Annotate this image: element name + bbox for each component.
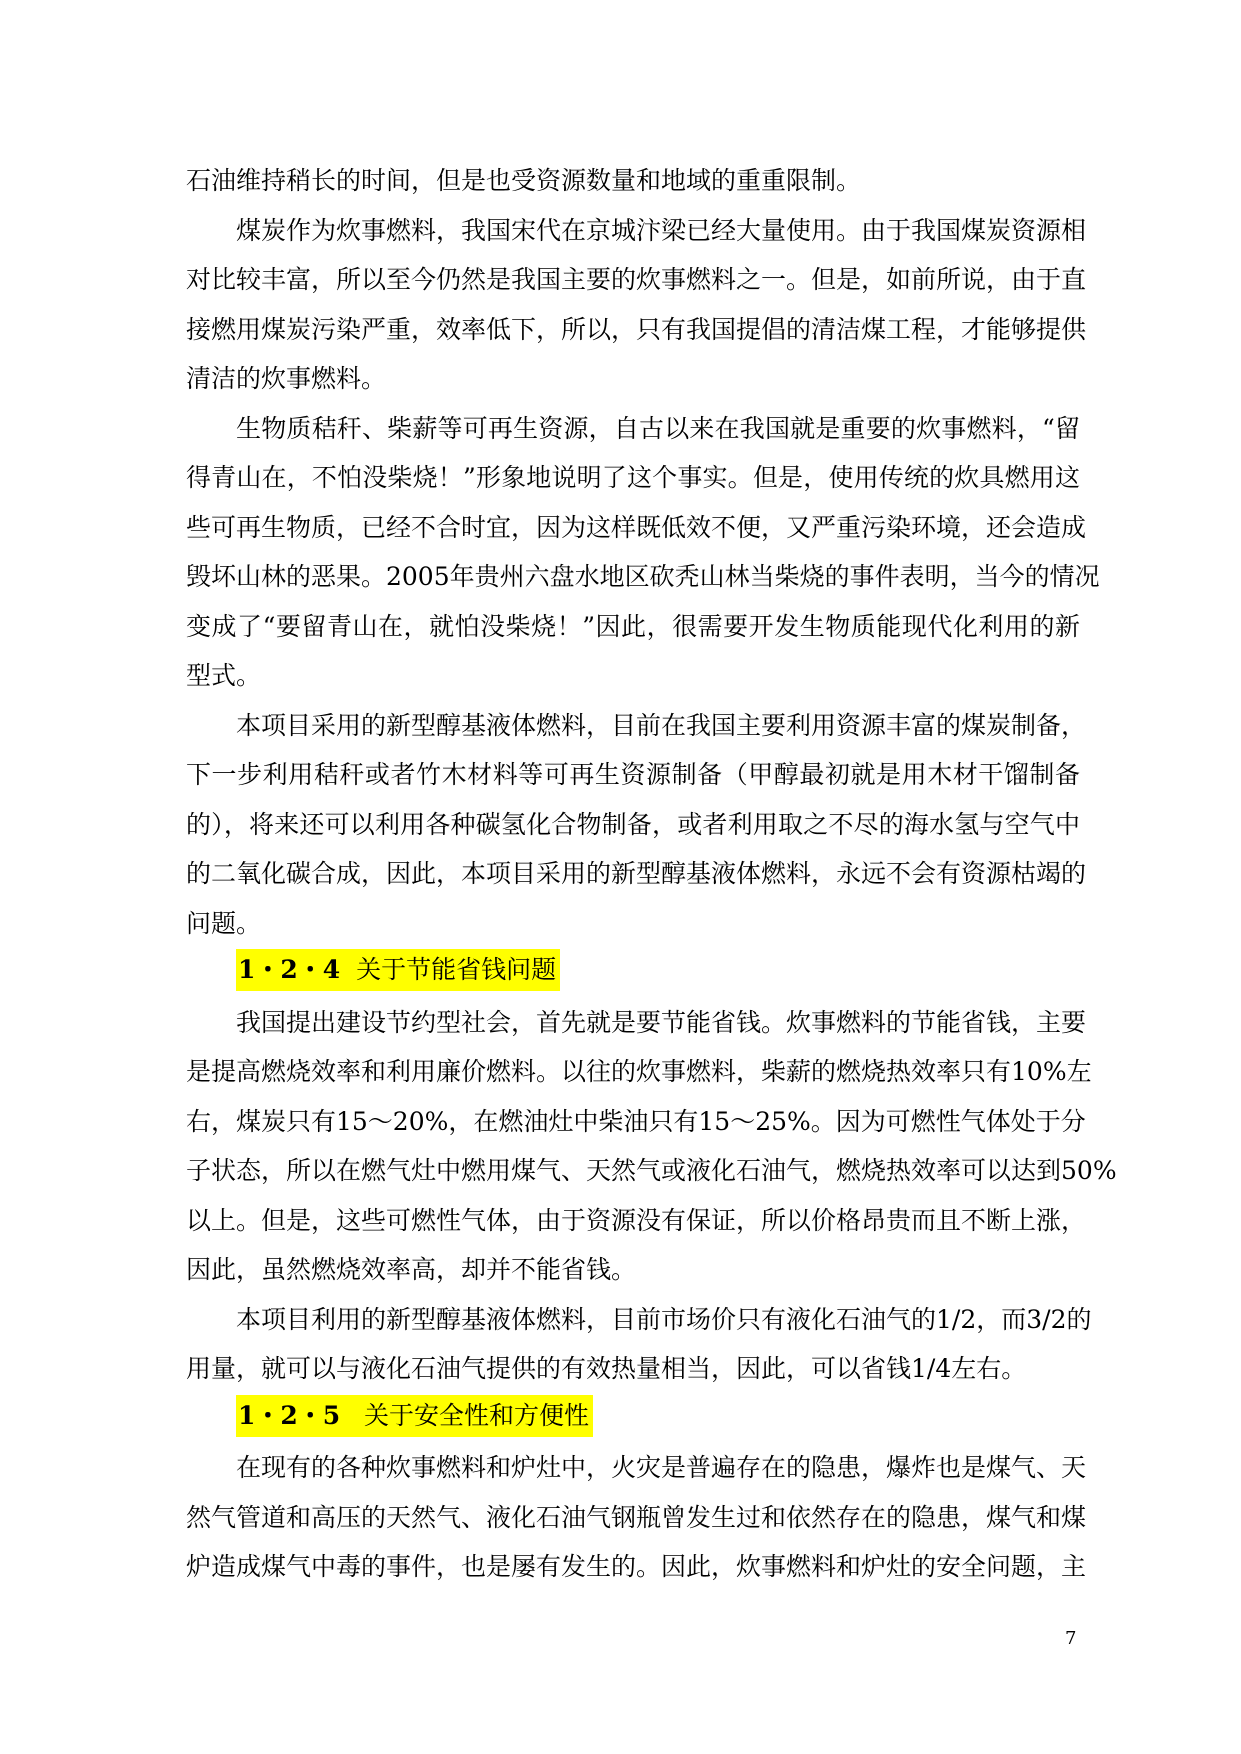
text-line: 生物质秸秆、柴薪等可再生资源，自古以来在我国就是重要的炊事燃料，“留 xyxy=(236,413,1080,443)
text-line: 对比较丰富，所以至今仍然是我国主要的炊事燃料之一。但是，如前所说，由于直 xyxy=(186,265,1087,294)
text-line: 的），将来还可以利用各种碳氢化合物制备，或者利用取之不尽的海水氢与空气中 xyxy=(186,809,1080,839)
text-line: 变成了“要留青山在，就怕没柴烧！”因此，很需要开发生物质能现代化利用的新 xyxy=(186,611,1080,641)
highlighted-heading xyxy=(236,1395,593,1437)
text-line: 石油维持稍长的时间，但是也受资源数量和地域的重重限制。 xyxy=(186,166,862,195)
text-line: 用量，就可以与液化石油气提供的有效热量相当，因此，可以省钱1/4左右。 xyxy=(186,1354,1027,1383)
text-line: 问题。 xyxy=(186,908,262,938)
text-line: 在现有的各种炊事燃料和炉灶中，火灾是普遍存在的隐患，爆炸也是煤气、天 xyxy=(236,1453,1087,1482)
text-line: 得青山在，不怕没柴烧！”形象地说明了这个事实。但是，使用传统的炊具燃用这 xyxy=(186,463,1080,492)
text-line: 炉造成煤气中毒的事件，也是屡有发生的。因此，炊事燃料和炉灶的安全问题，主 xyxy=(186,1552,1087,1581)
text-line: 以上。但是，这些可燃性气体，由于资源没有保证，所以价格昂贵而且不断上涨， xyxy=(186,1205,1087,1235)
text-line: 煤炭作为炊事燃料，我国宋代在京城汴梁已经大量使用。由于我国煤炭资源相 xyxy=(236,215,1087,245)
page-number: 7 xyxy=(1065,1628,1077,1649)
text-line: 清洁的炊事燃料。 xyxy=(186,364,387,393)
text-line: 些可再生物质，已经不合时宜，因为这样既低效不便，又严重污染环境，还会造成 xyxy=(186,512,1087,542)
text-line: 因此，虽然燃烧效率高，却并不能省钱。 xyxy=(186,1255,637,1284)
highlighted-heading xyxy=(236,949,560,991)
text-line: 本项目利用的新型醇基液体燃料，目前市场价只有液化石油气的1/2，而3/2的 xyxy=(236,1304,1092,1334)
text-line: 然气管道和高压的天然气、液化石油气钢瓶曾发生过和依然存在的隐患，煤气和煤 xyxy=(186,1502,1087,1532)
text-line: 下一步利用秸秆或者竹木材料等可再生资源制备（甲醇最初就是用木材干馏制备 xyxy=(186,760,1080,789)
text-line: 右，煤炭只有15～20%，在燃油灶中柴油只有15～25%。因为可燃性气体处于分 xyxy=(186,1106,1086,1136)
text-line: 毁坏山林的恶果。2005年贵州六盘水地区砍秃山林当柴烧的事件表明，当今的情况 xyxy=(186,562,1100,591)
heading-number: 1・2・4 xyxy=(238,955,341,984)
section-heading-1-2-5 xyxy=(186,1394,1080,1444)
heading-number: 1・2・5 xyxy=(238,1400,341,1430)
body-text xyxy=(186,156,1117,1592)
heading-title: 关于安全性和方便性 xyxy=(364,1400,590,1430)
text-line: 子状态，所以在燃气灶中燃用煤气、天然气或液化石油气，燃烧热效率可以达到50% xyxy=(186,1156,1117,1185)
text-line: 我国提出建设节约型社会，首先就是要节能省钱。炊事燃料的节能省钱，主要 xyxy=(236,1007,1087,1037)
heading-title: 关于节能省钱问题 xyxy=(356,955,557,984)
text-line: 的二氧化碳合成，因此，本项目采用的新型醇基液体燃料，永远不会有资源枯竭的 xyxy=(186,859,1087,888)
text-line: 型式。 xyxy=(186,661,262,690)
text-line: 接燃用煤炭污染严重，效率低下，所以，只有我国提倡的清洁煤工程，才能够提供 xyxy=(186,314,1087,344)
text-line: 本项目采用的新型醇基液体燃料，目前在我国主要利用资源丰富的煤炭制备， xyxy=(236,710,1087,740)
section-heading-1-2-4 xyxy=(186,948,1080,998)
text-line: 是提高燃烧效率和利用廉价燃料。以往的炊事燃料，柴薪的燃烧热效率只有10%左 xyxy=(186,1057,1092,1086)
